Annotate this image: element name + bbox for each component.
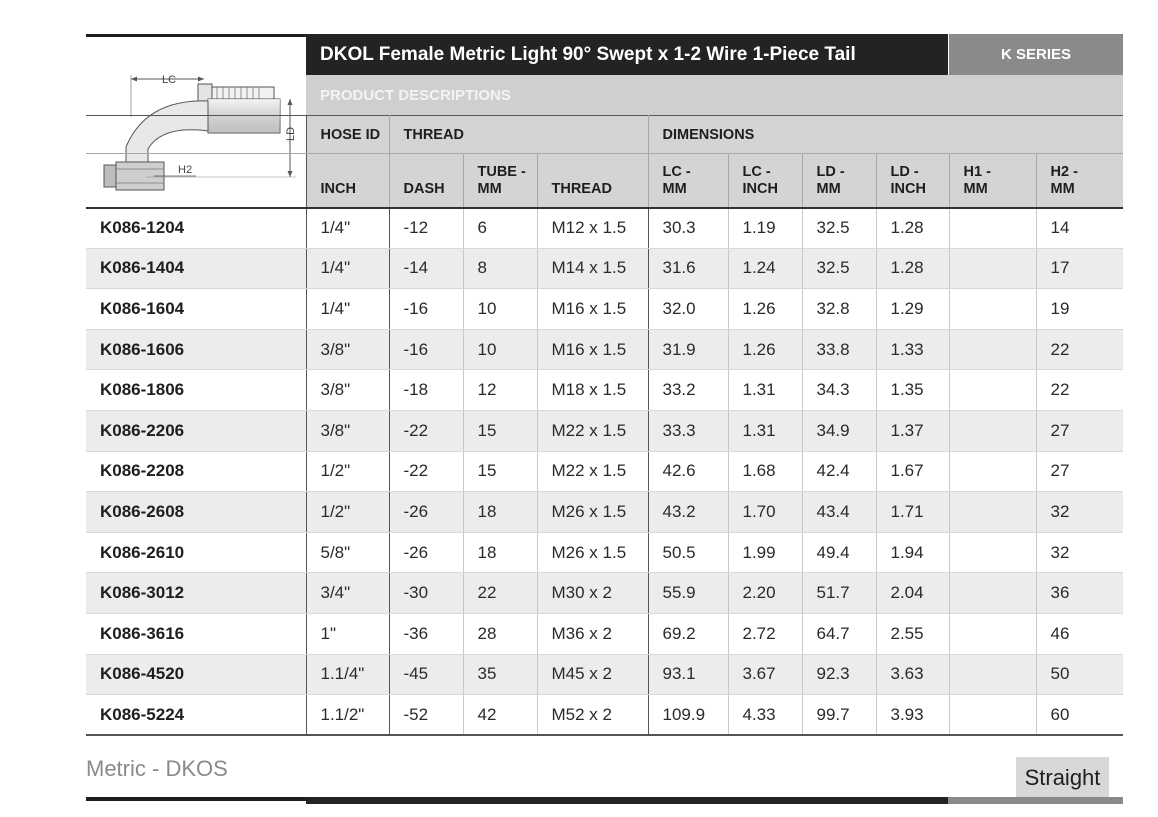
cell-thread: M36 x 2 bbox=[537, 613, 648, 654]
cell-inch: 3/8" bbox=[306, 370, 389, 411]
cell-part: K086-2208 bbox=[86, 451, 306, 492]
cell-lc-inch: 1.26 bbox=[728, 289, 802, 330]
cell-inch: 1/4" bbox=[306, 248, 389, 289]
cell-lc-inch: 1.24 bbox=[728, 248, 802, 289]
cell-h1 bbox=[949, 208, 1036, 249]
cell-thread: M22 x 1.5 bbox=[537, 451, 648, 492]
table-body bbox=[86, 208, 1123, 736]
cell-ld-mm: 49.4 bbox=[802, 532, 876, 573]
ld-dim-label: LD bbox=[285, 126, 297, 141]
cell-lc-mm: 33.2 bbox=[648, 370, 728, 411]
cell-ld-mm: 34.3 bbox=[802, 370, 876, 411]
cell-h2: 22 bbox=[1036, 370, 1123, 411]
table-row bbox=[86, 370, 1123, 411]
col-tube-mm: TUBE - MM bbox=[463, 154, 537, 208]
cell-lc-mm: 31.6 bbox=[648, 248, 728, 289]
cell-dash: -22 bbox=[389, 410, 463, 451]
cell-ld-inch: 2.55 bbox=[876, 613, 949, 654]
cell-ld-inch: 1.67 bbox=[876, 451, 949, 492]
cell-h2: 36 bbox=[1036, 573, 1123, 614]
cell-dash: -26 bbox=[389, 492, 463, 533]
table-row bbox=[86, 208, 1123, 249]
cell-h1 bbox=[949, 248, 1036, 289]
cell-tube: 18 bbox=[463, 492, 537, 533]
cell-ld-inch: 1.28 bbox=[876, 248, 949, 289]
cell-ld-mm: 32.5 bbox=[802, 208, 876, 249]
cell-lc-mm: 30.3 bbox=[648, 208, 728, 249]
cell-lc-mm: 31.9 bbox=[648, 329, 728, 370]
cell-tube: 12 bbox=[463, 370, 537, 411]
cell-ld-mm: 92.3 bbox=[802, 654, 876, 695]
cell-lc-mm: 55.9 bbox=[648, 573, 728, 614]
cell-dash: -16 bbox=[389, 289, 463, 330]
cell-tube: 35 bbox=[463, 654, 537, 695]
cell-ld-inch: 1.35 bbox=[876, 370, 949, 411]
cell-ld-mm: 34.9 bbox=[802, 410, 876, 451]
cell-part: K086-1604 bbox=[86, 289, 306, 330]
category-label: Metric - DKOS bbox=[86, 756, 228, 781]
col-lc-inch: LC - INCH bbox=[728, 154, 802, 208]
cell-ld-mm: 99.7 bbox=[802, 695, 876, 736]
cell-lc-inch: 1.70 bbox=[728, 492, 802, 533]
cell-dash: -12 bbox=[389, 208, 463, 249]
lc-dim-label: LC bbox=[162, 74, 177, 86]
group-thread: THREAD bbox=[389, 116, 648, 154]
cell-thread: M18 x 1.5 bbox=[537, 370, 648, 411]
cell-h1 bbox=[949, 410, 1036, 451]
col-dash: DASH bbox=[389, 154, 463, 208]
cell-h1 bbox=[949, 370, 1036, 411]
cell-dash: -14 bbox=[389, 248, 463, 289]
bottom-rule-left bbox=[86, 797, 306, 801]
cell-ld-mm: 33.8 bbox=[802, 329, 876, 370]
cell-ld-mm: 32.8 bbox=[802, 289, 876, 330]
cell-inch: 3/8" bbox=[306, 329, 389, 370]
table-row bbox=[86, 410, 1123, 451]
cell-dash: -45 bbox=[389, 654, 463, 695]
col-thread: THREAD bbox=[537, 154, 648, 208]
cell-tube: 10 bbox=[463, 289, 537, 330]
table-row bbox=[86, 329, 1123, 370]
cell-lc-mm: 93.1 bbox=[648, 654, 728, 695]
table-row bbox=[86, 613, 1123, 654]
cell-part: K086-3616 bbox=[86, 613, 306, 654]
spec-table bbox=[86, 115, 1123, 736]
cell-inch: 3/8" bbox=[306, 410, 389, 451]
section-heading: PRODUCT DESCRIPTIONS bbox=[306, 75, 1123, 115]
table-row bbox=[86, 532, 1123, 573]
cell-part: K086-5224 bbox=[86, 695, 306, 736]
cell-lc-mm: 43.2 bbox=[648, 492, 728, 533]
cell-thread: M14 x 1.5 bbox=[537, 248, 648, 289]
cell-part: K086-1404 bbox=[86, 248, 306, 289]
cell-part: K086-1204 bbox=[86, 208, 306, 249]
cell-tube: 42 bbox=[463, 695, 537, 736]
cell-inch: 1/2" bbox=[306, 492, 389, 533]
cell-ld-inch: 1.37 bbox=[876, 410, 949, 451]
cell-lc-mm: 69.2 bbox=[648, 613, 728, 654]
col-h2-mm: H2 - MM bbox=[1036, 154, 1123, 208]
table-row bbox=[86, 492, 1123, 533]
cell-lc-inch: 1.99 bbox=[728, 532, 802, 573]
cell-tube: 22 bbox=[463, 573, 537, 614]
product-title: DKOL Female Metric Light 90° Swept x 1-2 Wire 1-Piece Tail bbox=[306, 34, 948, 75]
cell-h1 bbox=[949, 492, 1036, 533]
table-row bbox=[86, 654, 1123, 695]
cell-lc-inch: 1.26 bbox=[728, 329, 802, 370]
table-row bbox=[86, 573, 1123, 614]
cell-thread: M22 x 1.5 bbox=[537, 410, 648, 451]
cell-lc-inch: 1.19 bbox=[728, 208, 802, 249]
bottom-rule-series bbox=[948, 797, 1123, 804]
cell-part: K086-2206 bbox=[86, 410, 306, 451]
cell-lc-mm: 109.9 bbox=[648, 695, 728, 736]
cell-thread: M16 x 1.5 bbox=[537, 289, 648, 330]
cell-dash: -26 bbox=[389, 532, 463, 573]
col-h1-mm: H1 - MM bbox=[949, 154, 1036, 208]
cell-lc-mm: 33.3 bbox=[648, 410, 728, 451]
header-column-row bbox=[86, 154, 1123, 208]
cell-ld-inch: 3.63 bbox=[876, 654, 949, 695]
cell-h1 bbox=[949, 573, 1036, 614]
cell-part: K086-3012 bbox=[86, 573, 306, 614]
cell-tube: 10 bbox=[463, 329, 537, 370]
cell-ld-inch: 1.71 bbox=[876, 492, 949, 533]
series-label: K SERIES bbox=[949, 34, 1123, 75]
cell-h2: 27 bbox=[1036, 451, 1123, 492]
col-ld-mm: LD - MM bbox=[802, 154, 876, 208]
cell-lc-inch: 2.20 bbox=[728, 573, 802, 614]
straight-tab-button[interactable]: Straight bbox=[1016, 757, 1109, 798]
cell-inch: 1/4" bbox=[306, 208, 389, 249]
cell-h2: 22 bbox=[1036, 329, 1123, 370]
cell-lc-inch: 1.31 bbox=[728, 370, 802, 411]
cell-h1 bbox=[949, 532, 1036, 573]
cell-dash: -30 bbox=[389, 573, 463, 614]
cell-h2: 50 bbox=[1036, 654, 1123, 695]
cell-ld-mm: 64.7 bbox=[802, 613, 876, 654]
cell-inch: 1.1/2" bbox=[306, 695, 389, 736]
cell-part: K086-2610 bbox=[86, 532, 306, 573]
cell-ld-mm: 51.7 bbox=[802, 573, 876, 614]
cell-tube: 6 bbox=[463, 208, 537, 249]
cell-dash: -18 bbox=[389, 370, 463, 411]
table-row bbox=[86, 451, 1123, 492]
col-lc-mm: LC - MM bbox=[648, 154, 728, 208]
cell-lc-inch: 3.67 bbox=[728, 654, 802, 695]
cell-ld-mm: 42.4 bbox=[802, 451, 876, 492]
cell-thread: M12 x 1.5 bbox=[537, 208, 648, 249]
group-dimensions: DIMENSIONS bbox=[648, 116, 1123, 154]
cell-h2: 27 bbox=[1036, 410, 1123, 451]
cell-thread: M26 x 1.5 bbox=[537, 492, 648, 533]
bottom-rule-main bbox=[306, 797, 948, 804]
cell-lc-inch: 1.31 bbox=[728, 410, 802, 451]
cell-h1 bbox=[949, 613, 1036, 654]
col-ld-inch: LD - INCH bbox=[876, 154, 949, 208]
cell-inch: 1/4" bbox=[306, 289, 389, 330]
cell-h1 bbox=[949, 695, 1036, 736]
cell-inch: 1" bbox=[306, 613, 389, 654]
cell-ld-inch: 1.28 bbox=[876, 208, 949, 249]
cell-thread: M52 x 2 bbox=[537, 695, 648, 736]
cell-lc-mm: 32.0 bbox=[648, 289, 728, 330]
cell-ld-mm: 32.5 bbox=[802, 248, 876, 289]
cell-thread: M16 x 1.5 bbox=[537, 329, 648, 370]
cell-ld-inch: 3.93 bbox=[876, 695, 949, 736]
cell-tube: 15 bbox=[463, 451, 537, 492]
cell-h1 bbox=[949, 289, 1036, 330]
table-row bbox=[86, 289, 1123, 330]
h2-dim-label: H2 bbox=[178, 164, 193, 176]
cell-ld-inch: 2.04 bbox=[876, 573, 949, 614]
cell-lc-inch: 1.68 bbox=[728, 451, 802, 492]
cell-h1 bbox=[949, 451, 1036, 492]
cell-inch: 5/8" bbox=[306, 532, 389, 573]
cell-dash: -22 bbox=[389, 451, 463, 492]
cell-ld-inch: 1.29 bbox=[876, 289, 949, 330]
cell-inch: 1/2" bbox=[306, 451, 389, 492]
cell-h2: 32 bbox=[1036, 492, 1123, 533]
cell-tube: 15 bbox=[463, 410, 537, 451]
cell-inch: 1.1/4" bbox=[306, 654, 389, 695]
cell-dash: -36 bbox=[389, 613, 463, 654]
table-row bbox=[86, 695, 1123, 736]
cell-h2: 19 bbox=[1036, 289, 1123, 330]
cell-thread: M30 x 2 bbox=[537, 573, 648, 614]
cell-tube: 8 bbox=[463, 248, 537, 289]
cell-h2: 46 bbox=[1036, 613, 1123, 654]
cell-part: K086-2608 bbox=[86, 492, 306, 533]
cell-h1 bbox=[949, 654, 1036, 695]
cell-part: K086-4520 bbox=[86, 654, 306, 695]
cell-ld-inch: 1.33 bbox=[876, 329, 949, 370]
cell-h2: 32 bbox=[1036, 532, 1123, 573]
cell-part: K086-1806 bbox=[86, 370, 306, 411]
cell-lc-mm: 42.6 bbox=[648, 451, 728, 492]
cell-part: K086-1606 bbox=[86, 329, 306, 370]
cell-tube: 28 bbox=[463, 613, 537, 654]
cell-h2: 60 bbox=[1036, 695, 1123, 736]
cell-h2: 14 bbox=[1036, 208, 1123, 249]
cell-dash: -52 bbox=[389, 695, 463, 736]
cell-tube: 18 bbox=[463, 532, 537, 573]
col-inch: INCH bbox=[306, 154, 389, 208]
cell-h2: 17 bbox=[1036, 248, 1123, 289]
cell-dash: -16 bbox=[389, 329, 463, 370]
cell-ld-mm: 43.4 bbox=[802, 492, 876, 533]
cell-ld-inch: 1.94 bbox=[876, 532, 949, 573]
cell-thread: M26 x 1.5 bbox=[537, 532, 648, 573]
group-hose-id: HOSE ID bbox=[306, 116, 389, 154]
cell-thread: M45 x 2 bbox=[537, 654, 648, 695]
cell-inch: 3/4" bbox=[306, 573, 389, 614]
header-group-row bbox=[86, 116, 1123, 154]
table-row bbox=[86, 248, 1123, 289]
cell-h1 bbox=[949, 329, 1036, 370]
cell-lc-inch: 2.72 bbox=[728, 613, 802, 654]
cell-lc-inch: 4.33 bbox=[728, 695, 802, 736]
cell-lc-mm: 50.5 bbox=[648, 532, 728, 573]
